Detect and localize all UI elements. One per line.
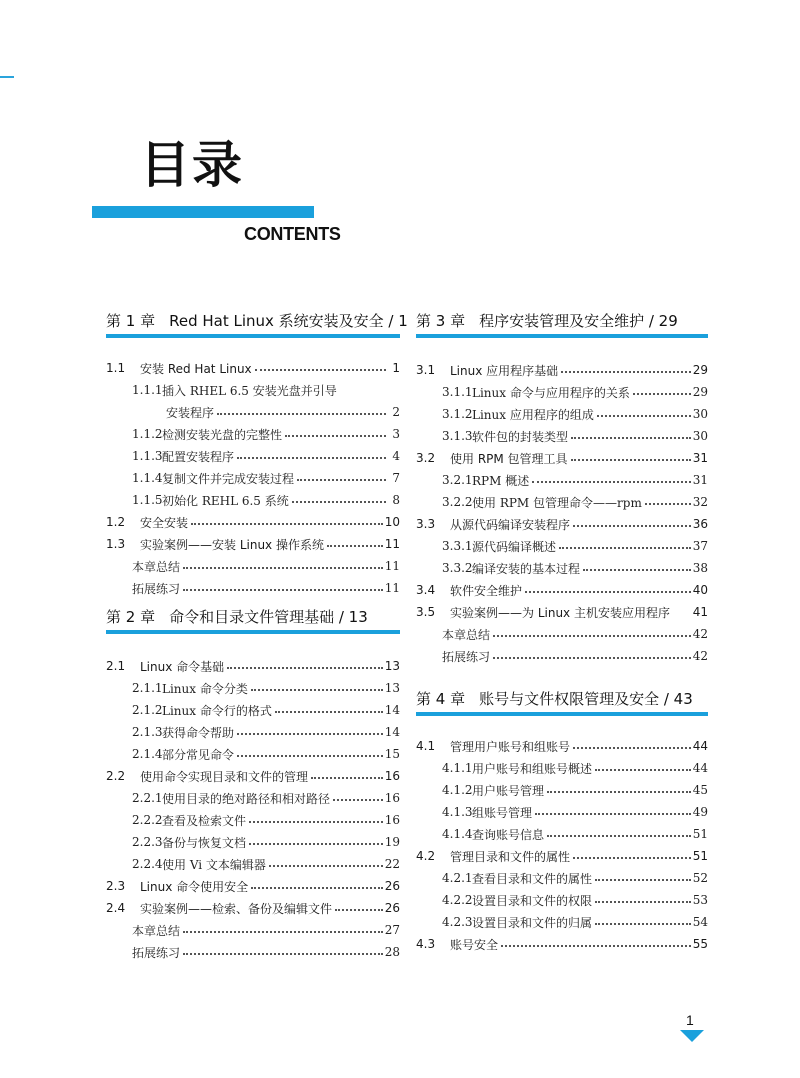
toc-entry-title: 实验案例——检索、备份及编辑文件: [140, 901, 333, 916]
toc-entry-title: 安装程序: [166, 405, 215, 420]
toc-entry-page: 3: [392, 427, 400, 441]
leader-dots: [673, 602, 691, 614]
toc-entry-title: 本章总结: [442, 627, 491, 642]
leader-dots: [217, 401, 386, 415]
toc-entry-page: 13: [384, 659, 400, 673]
toc-entry[interactable]: [106, 942, 400, 962]
toc-entry-page: 45: [692, 783, 708, 797]
toc-entry-page: 53: [692, 893, 708, 907]
toc-entry[interactable]: [106, 578, 400, 598]
toc-entry-number: 2.1: [106, 659, 126, 673]
toc-entry-page: 41: [692, 605, 708, 619]
toc-entry-title: Linux 命令行的格式: [162, 703, 272, 718]
toc-entry-number: 2.1.2: [132, 703, 163, 717]
leader-dots: [573, 735, 691, 749]
leader-dots: [183, 555, 383, 569]
toc-entry-title: 编译安装的基本过程: [472, 561, 581, 576]
toc-entry-title: 拓展练习: [132, 581, 181, 596]
leader-dots: [547, 779, 691, 793]
leader-dots: [595, 889, 691, 903]
leader-dots: [547, 823, 691, 837]
toc-entry[interactable]: [106, 424, 400, 444]
toc-entry-title: 配置安装程序: [162, 449, 235, 464]
toc-entry-title: 复制文件并完成安装过程: [162, 471, 295, 486]
toc-entry-page: 44: [692, 761, 708, 775]
toc-entry-number: 1.1.4: [132, 471, 163, 485]
toc-entry-page: 37: [692, 539, 708, 553]
toc-entry-title: 软件包的封装类型: [472, 429, 569, 444]
toc-entry-number: 1.1.5: [132, 493, 163, 507]
toc-entry-page: 29: [692, 363, 708, 377]
toc-column-right: [416, 0, 708, 1078]
chapter-title: Red Hat Linux 系统安装及安全 / 1: [169, 312, 408, 330]
toc-entry[interactable]: [416, 492, 708, 512]
toc-entry-page: 19: [384, 835, 400, 849]
toc-entry-title: 账号安全: [450, 937, 499, 952]
leader-dots: [532, 469, 691, 483]
toc-entry-title: 本章总结: [132, 559, 181, 574]
chapter-title: 程序安装管理及安全维护 / 29: [479, 312, 678, 330]
toc-entry-page: 32: [692, 495, 708, 509]
leader-dots: [292, 489, 386, 503]
chapter-heading[interactable]: [416, 308, 708, 338]
leader-dots: [633, 381, 691, 395]
chapter-title: 账号与文件权限管理及安全 / 43: [479, 690, 693, 708]
toc-entry[interactable]: [416, 868, 708, 888]
leader-dots: [561, 359, 691, 373]
toc-entry[interactable]: [416, 404, 708, 424]
toc-entry-title: Linux 命令与应用程序的关系: [472, 385, 630, 400]
toc-entry-number: 1.1: [106, 361, 126, 375]
toc-entry[interactable]: [106, 722, 400, 742]
toc-entry-number: 2.3: [106, 879, 126, 893]
leader-dots: [327, 533, 383, 547]
toc-entry-page: 8: [392, 493, 400, 507]
leader-dots: [583, 557, 691, 571]
toc-entry[interactable]: [416, 558, 708, 578]
toc-entry-page: 54: [692, 915, 708, 929]
toc-entry-number: 1.1.2: [132, 427, 163, 441]
leader-dots: [191, 511, 383, 525]
toc-entry[interactable]: [106, 380, 400, 400]
toc-entry-page: 16: [384, 769, 400, 783]
toc-entry-page: 30: [692, 407, 708, 421]
chapter-heading[interactable]: [106, 308, 408, 338]
toc-entry[interactable]: [106, 810, 400, 830]
toc-entry[interactable]: [416, 426, 708, 446]
toc-entry-title: 使用 Vi 文本编辑器: [162, 857, 266, 872]
toc-entry-page: 7: [392, 471, 400, 485]
toc-entry-title: 安装 Red Hat Linux: [140, 361, 252, 376]
toc-entry[interactable]: [416, 536, 708, 556]
toc-entry[interactable]: [416, 470, 708, 490]
toc-entry-number: 2.1.3: [132, 725, 163, 739]
toc-entry-number: 2.2.2: [132, 813, 163, 827]
toc-entry-page: 2: [392, 405, 400, 419]
leader-dots: [275, 699, 383, 713]
toc-entry-title: 使用 RPM 包管理工具: [450, 451, 568, 466]
toc-entry[interactable]: [416, 624, 708, 644]
toc-entry-page: 31: [692, 473, 708, 487]
chapter-heading[interactable]: [416, 686, 708, 716]
toc-entry-page: 29: [692, 385, 708, 399]
toc-entry-number: 1.2: [106, 515, 126, 529]
toc-entry[interactable]: [416, 514, 708, 534]
toc-entry-title: 使用目录的绝对路径和相对路径: [162, 791, 331, 806]
toc-entry[interactable]: [416, 382, 708, 402]
toc-entry-page: 22: [384, 857, 400, 871]
toc-entry-number: 4.3: [416, 937, 436, 951]
leader-dots: [559, 535, 691, 549]
toc-entry[interactable]: [416, 934, 708, 954]
chapter-number: 第 2 章: [106, 608, 156, 626]
toc-entry-title: Linux 应用程序的组成: [472, 407, 594, 422]
toc-entry-page: 14: [384, 703, 400, 717]
toc-entry-number: 4.1.4: [442, 827, 473, 841]
toc-entry-title: 初始化 REHL 6.5 系统: [162, 493, 289, 508]
toc-entry-title: 拓展练习: [442, 649, 491, 664]
toc-entry[interactable]: [416, 580, 708, 600]
toc-entry-number: 3.5: [416, 605, 436, 619]
toc-entry-page: 42: [692, 649, 708, 663]
toc-entry[interactable]: [106, 920, 400, 940]
toc-entry-page: 14: [384, 725, 400, 739]
leader-dots: [335, 897, 383, 911]
toc-entry[interactable]: [106, 468, 400, 488]
toc-entry[interactable]: [106, 402, 400, 422]
toc-entry[interactable]: [416, 448, 708, 468]
toc-entry-title: Linux 命令使用安全: [140, 879, 249, 894]
toc-entry-title: RPM 概述: [472, 473, 530, 488]
toc-entry[interactable]: [106, 446, 400, 466]
leader-dots: [311, 765, 383, 779]
leader-dots: [285, 423, 386, 437]
toc-entry-number: 3.1.3: [442, 429, 473, 443]
toc-entry[interactable]: [106, 534, 400, 554]
chapter-heading[interactable]: [106, 604, 400, 634]
toc-entry-page: 4: [392, 449, 400, 463]
page-title: 目录: [140, 136, 244, 194]
toc-entry-title: Linux 应用程序基础: [450, 363, 559, 378]
toc-entry-page: 40: [692, 583, 708, 597]
toc-entry[interactable]: [416, 846, 708, 866]
toc-entry-page: 28: [384, 945, 400, 959]
toc-entry-number: 3.1.2: [442, 407, 473, 421]
toc-entry[interactable]: [106, 854, 400, 874]
toc-entry-title: 查看及检索文件: [162, 813, 247, 828]
leader-dots: [597, 403, 691, 417]
toc-entry-number: 3.3.2: [442, 561, 473, 575]
toc-entry-number: 4.1.1: [442, 761, 473, 775]
toc-entry-number: 1.1.3: [132, 449, 163, 463]
toc-entry-number: 4.2.3: [442, 915, 473, 929]
toc-entry-title: 管理用户账号和组账号: [450, 739, 571, 754]
page-marker-triangle-icon: [680, 1030, 704, 1042]
toc-entry-page: 44: [692, 739, 708, 753]
leader-dots: [535, 801, 691, 815]
toc-entry-number: 2.2: [106, 769, 126, 783]
toc-entry[interactable]: [416, 646, 708, 666]
toc-entry-number: 1.1.1: [132, 383, 163, 397]
toc-entry-title: 备份与恢复文档: [162, 835, 247, 850]
leader-dots: [573, 845, 691, 859]
toc-entry-title: 部分常见命令: [162, 747, 235, 762]
toc-entry-number: 2.2.1: [132, 791, 163, 805]
toc-entry[interactable]: [106, 898, 400, 918]
toc-entry[interactable]: [416, 602, 708, 622]
toc-entry-page: 55: [692, 937, 708, 951]
toc-entry-title: 查询账号信息: [472, 827, 545, 842]
toc-entry-title: 管理目录和文件的属性: [450, 849, 571, 864]
toc-entry[interactable]: [106, 832, 400, 852]
toc-entry-page: 49: [692, 805, 708, 819]
toc-entry-page: 36: [692, 517, 708, 531]
toc-entry-number: 4.2.2: [442, 893, 473, 907]
toc-entry-title: 从源代码编译安装程序: [450, 517, 571, 532]
toc-entry-number: 3.2.1: [442, 473, 473, 487]
toc-entry-page: 13: [384, 681, 400, 695]
leader-dots: [595, 757, 691, 771]
leader-dots: [255, 357, 386, 371]
toc-entry-page: 26: [384, 901, 400, 915]
toc-entry-title: 软件安全维护: [450, 583, 523, 598]
toc-entry-number: 4.1: [416, 739, 436, 753]
leader-dots: [269, 853, 383, 867]
toc-entry-title: Linux 命令分类: [162, 681, 248, 696]
toc-entry-page: 42: [692, 627, 708, 641]
leader-dots: [183, 919, 383, 933]
leader-dots: [333, 787, 383, 801]
toc-entry[interactable]: [416, 758, 708, 778]
toc-entry-title: Linux 命令基础: [140, 659, 225, 674]
toc-entry-title: 实验案例——安装 Linux 操作系统: [140, 537, 324, 552]
toc-entry-number: 4.1.2: [442, 783, 473, 797]
toc-entry-page: 11: [384, 537, 400, 551]
toc-entry-page: 52: [692, 871, 708, 885]
toc-entry-page: 27: [384, 923, 400, 937]
leader-dots: [493, 645, 691, 659]
toc-entry[interactable]: [106, 744, 400, 764]
toc-entry-page: 15: [384, 747, 400, 761]
toc-entry-title: 用户账号管理: [472, 783, 545, 798]
chapter-number: 第 4 章: [416, 690, 466, 708]
toc-entry[interactable]: [106, 656, 400, 676]
toc-entry-title: 组账号管理: [472, 805, 533, 820]
toc-entry-title: 使用 RPM 包管理命令——rpm: [472, 495, 642, 510]
toc-entry-number: 3.3: [416, 517, 436, 531]
toc-entry-number: 2.2.4: [132, 857, 163, 871]
toc-entry-title: 设置目录和文件的权限: [472, 893, 593, 908]
toc-entry[interactable]: [106, 876, 400, 896]
toc-entry-number: 1.3: [106, 537, 126, 551]
toc-entry-page: 26: [384, 879, 400, 893]
leader-dots: [595, 867, 691, 881]
leader-dots: [251, 875, 383, 889]
toc-entry-page: 51: [692, 827, 708, 841]
toc-entry[interactable]: [106, 490, 400, 510]
toc-entry[interactable]: [106, 556, 400, 576]
leader-dots: [525, 579, 691, 593]
toc-entry-page: 31: [692, 451, 708, 465]
toc-entry-number: 2.1.4: [132, 747, 163, 761]
toc-entry-title: 实验案例——为 Linux 主机安装应用程序: [450, 605, 670, 620]
toc-entry-title: 检测安装光盘的完整性: [162, 427, 283, 442]
leader-dots: [501, 933, 691, 947]
toc-entry-number: 2.1.1: [132, 681, 163, 695]
chapter-number: 第 1 章: [106, 312, 156, 330]
toc-entry-title: 安全安装: [140, 515, 189, 530]
toc-entry-title: 拓展练习: [132, 945, 181, 960]
toc-entry-page: 16: [384, 791, 400, 805]
leader-dots: [493, 623, 691, 637]
chapter-number: 第 3 章: [416, 312, 466, 330]
toc-entry-number: 4.1.3: [442, 805, 473, 819]
leader-dots: [573, 513, 691, 527]
toc-entry-page: 11: [384, 581, 400, 595]
toc-entry-number: 2.2.3: [132, 835, 163, 849]
leader-dots: [227, 655, 383, 669]
leader-dots: [297, 467, 386, 481]
leader-dots: [237, 721, 383, 735]
leader-dots: [249, 831, 383, 845]
toc-entry[interactable]: [106, 766, 400, 786]
toc-entry-title: 本章总结: [132, 923, 181, 938]
toc-entry[interactable]: [106, 678, 400, 698]
toc-entry-title: 获得命令帮助: [162, 725, 235, 740]
toc-entry-number: 3.2.2: [442, 495, 473, 509]
corner-mark: [0, 76, 14, 78]
leader-dots: [237, 445, 386, 459]
toc-entry[interactable]: [416, 802, 708, 822]
toc-entry-number: 3.1: [416, 363, 436, 377]
toc-entry-page: 16: [384, 813, 400, 827]
leader-dots: [237, 743, 383, 757]
toc-entry-title: 使用命令实现目录和文件的管理: [140, 769, 309, 784]
toc-entry-title: 用户账号和组账号概述: [472, 761, 593, 776]
toc-entry[interactable]: [416, 824, 708, 844]
toc-entry[interactable]: [416, 780, 708, 800]
leader-dots: [571, 425, 691, 439]
leader-dots: [183, 577, 383, 591]
toc-entry-title: 插入 RHEL 6.5 安装光盘并引导: [162, 383, 337, 398]
leader-dots: [645, 491, 691, 505]
toc-entry-page: 11: [384, 559, 400, 573]
toc-entry-page: 38: [692, 561, 708, 575]
toc-entry-number: 3.3.1: [442, 539, 473, 553]
toc-entry-page: 1: [392, 361, 400, 375]
leader-dots: [183, 941, 383, 955]
toc-entry[interactable]: [416, 912, 708, 932]
toc-column-left: [106, 0, 408, 1078]
toc-entry-number: 3.1.1: [442, 385, 473, 399]
leader-dots: [595, 911, 691, 925]
toc-entry-page: 10: [384, 515, 400, 529]
toc-entry-number: 4.2: [416, 849, 436, 863]
toc-entry-number: 2.4: [106, 901, 126, 915]
toc-entry-page: 51: [692, 849, 708, 863]
leader-dots: [571, 447, 691, 461]
toc-entry[interactable]: [416, 360, 708, 380]
toc-entry[interactable]: [416, 890, 708, 910]
toc-entry-number: 3.4: [416, 583, 436, 597]
toc-entry[interactable]: [106, 788, 400, 808]
toc-entry-number: 4.2.1: [442, 871, 473, 885]
page-number: 1: [686, 1012, 694, 1028]
leader-dots: [251, 677, 383, 691]
toc-entry[interactable]: [106, 700, 400, 720]
page-subtitle: CONTENTS: [244, 224, 341, 244]
toc-entry-title: 源代码编译概述: [472, 539, 557, 554]
toc-entry-title: 查看目录和文件的属性: [472, 871, 593, 886]
leader-dots: [249, 809, 383, 823]
chapter-title: 命令和目录文件管理基础 / 13: [169, 608, 368, 626]
toc-entry[interactable]: [106, 358, 400, 378]
toc-entry-page: 30: [692, 429, 708, 443]
toc-entry-title: 设置目录和文件的归属: [472, 915, 593, 930]
toc-entry[interactable]: [106, 512, 400, 532]
toc-entry[interactable]: [416, 736, 708, 756]
toc-entry-number: 3.2: [416, 451, 436, 465]
